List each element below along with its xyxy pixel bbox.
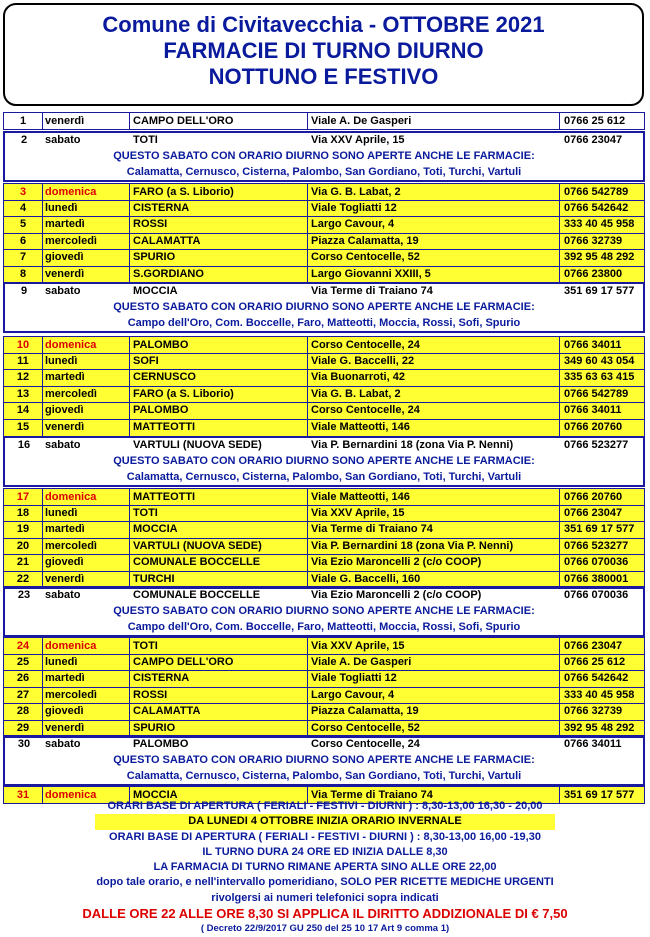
weekday: venerdì [42, 267, 129, 283]
day-number: 15 [16, 420, 30, 433]
weekday: lunedì [42, 506, 129, 522]
page-title: Comune di Civitavecchia - OTTOBRE 2021 [102, 12, 545, 37]
sunday-row [4, 337, 644, 353]
pharmacy-phone: 0766 070036 [559, 555, 644, 571]
pharmacy-address: Viale Togliatti 12 [307, 201, 559, 217]
table-row [4, 386, 644, 403]
orario-invernale-banner: DA LUNEDI 4 OTTOBRE INIZIA ORARIO INVERNALE [95, 814, 555, 829]
pharmacy-phone: 0766 20760 [559, 489, 644, 505]
weekday: domenica [42, 184, 129, 200]
weekday: martedì [42, 671, 129, 687]
pharmacy-name: FARO (a S. Liborio) [129, 184, 307, 200]
weekday: mercoledì [42, 539, 129, 555]
day-number: 20 [16, 539, 30, 552]
weekday: mercoledì [42, 688, 129, 704]
table-row [4, 402, 644, 419]
table-row [4, 687, 644, 704]
table-row [4, 505, 644, 522]
pharmacy-address: Corso Centocelle, 24 [307, 337, 559, 353]
pharmacy-address: Via Buonarroti, 42 [307, 370, 559, 386]
pharmacy-address: Viale G. Baccelli, 160 [307, 572, 559, 588]
weekday: lunedì [42, 655, 129, 671]
orari-estivi: ORARI BASE DI APERTURA ( FERIALI - FESTIVI - DIURNI ) : 8,30-13,00 16,30 - 20,00 [107, 800, 543, 812]
pharmacy-phone: 392 95 48 292 [559, 250, 644, 266]
weekday: giovedì [42, 403, 129, 419]
pharmacy-name: VARTULI (NUOVA SEDE) [133, 439, 262, 451]
pharmacy-phone: 0766 23047 [559, 506, 644, 522]
pharmacy-address: Viale A. De Gasperi [307, 655, 559, 671]
sabato-notice: QUESTO SABATO CON ORARIO DIURNO SONO APERTE ANCHE LE FARMACIE: [113, 150, 535, 162]
day-number: 11 [17, 354, 29, 367]
weekday: venerdì [42, 572, 129, 588]
pharmacy-phone: 0766 542642 [559, 201, 644, 217]
saturday-block [3, 282, 645, 333]
pharmacy-name: MOCCIA [129, 787, 307, 803]
pharmacy-phone: 333 40 45 958 [559, 217, 644, 233]
pharmacy-name: ROSSI [129, 688, 307, 704]
day-number: 18 [16, 506, 30, 519]
pharmacy-phone: 0766 32739 [559, 234, 644, 250]
pharmacy-name: VARTULI (NUOVA SEDE) [129, 539, 307, 555]
pharmacy-name: TOTI [129, 638, 307, 654]
urgenze-info: dopo tale orario, e nell'intervallo pomeridiano, SOLO PER RICETTE MEDICHE URGENTI [96, 876, 554, 889]
weekday: sabato [45, 285, 81, 297]
pharmacy-address: Viale A. De Gasperi [307, 113, 559, 129]
pharmacy-name: PALOMBO [129, 403, 307, 419]
also-open-list: Calamatta, Cernusco, Cisterna, Palombo, San Gordiano, Toti, Turchi, Vartuli [126, 165, 522, 178]
day-number: 14 [16, 404, 30, 417]
day-number: 25 [16, 655, 30, 668]
table-row [4, 353, 644, 370]
sabato-notice: QUESTO SABATO CON ORARIO DIURNO SONO APERTE ANCHE LE FARMACIE: [113, 605, 535, 617]
pharmacy-name: CISTERNA [129, 671, 307, 687]
saturday-row [5, 737, 643, 753]
diritto-addizionale: DALLE ORE 22 ALLE ORE 8,30 SI APPLICA IL DIRITTO ADDIZIONALE DI € 7,50 [82, 906, 568, 922]
day-number: 23 [17, 589, 31, 601]
saturday-block [3, 436, 645, 487]
table-row [4, 233, 644, 250]
day-number: 21 [16, 556, 30, 569]
pharmacy-address: Via Ezio Maroncelli 2 (c/o COOP) [307, 555, 559, 571]
pharmacy-phone: 351 69 17 577 [559, 787, 644, 803]
weekday: lunedì [42, 354, 129, 370]
pharmacy-name: MOCCIA [129, 522, 307, 538]
weekday: sabato [45, 738, 81, 750]
pharmacy-address: Corso Centocelle, 52 [307, 721, 559, 737]
table-row [4, 200, 644, 217]
table-row [4, 369, 644, 386]
table-row [4, 521, 644, 538]
pharmacy-address: Via P. Bernardini 18 (zona Via P. Nenni) [307, 539, 559, 555]
pharmacy-phone: 335 63 63 415 [559, 370, 644, 386]
pharmacy-phone: 0766 542642 [559, 671, 644, 687]
day-number: 29 [16, 721, 30, 734]
saturday-row [5, 133, 643, 149]
weekday: sabato [45, 589, 81, 601]
rivolgersi-info: rivolgersi ai numeri telefonici sopra indicati [211, 891, 439, 904]
day-number: 19 [16, 523, 30, 536]
schedule-block [3, 336, 645, 437]
pharmacy-address: Largo Cavour, 4 [307, 217, 559, 233]
pharmacy-address: Via XXV Aprile, 15 [307, 638, 559, 654]
day-number: 26 [16, 672, 30, 685]
day-number: 30 [17, 738, 31, 750]
pharmacy-phone: 0766 542789 [559, 387, 644, 403]
pharmacy-name: SPURIO [129, 721, 307, 737]
pharmacy-address: Via P. Bernardini 18 (zona Via P. Nenni) [311, 439, 514, 451]
day-number: 7 [19, 251, 27, 264]
pharmacy-phone: 0766 32739 [559, 704, 644, 720]
pharmacy-phone: 0766 523277 [564, 439, 629, 451]
day-number: 5 [19, 218, 27, 231]
table-row [4, 216, 644, 233]
pharmacy-phone: 0766 20760 [559, 420, 644, 436]
pharmacy-address: Largo Cavour, 4 [307, 688, 559, 704]
pharmacy-name: PALOMBO [129, 337, 307, 353]
pharmacy-address: Via G. B. Labat, 2 [307, 184, 559, 200]
weekday: martedì [42, 370, 129, 386]
pharmacy-phone: 0766 23047 [564, 134, 623, 146]
schedule-block [3, 637, 645, 738]
pharmacy-address: Viale G. Baccelli, 22 [307, 354, 559, 370]
pharmacy-name: SPURIO [129, 250, 307, 266]
day-number: 24 [16, 640, 30, 652]
pharmacy-address: Via G. B. Labat, 2 [307, 387, 559, 403]
day-number: 6 [19, 234, 27, 247]
pharmacy-name: MATTEOTTI [129, 420, 307, 436]
table-row [4, 249, 644, 266]
pharmacy-name: MATTEOTTI [129, 489, 307, 505]
pharmacy-phone: 333 40 45 958 [559, 688, 644, 704]
schedule-block [3, 112, 645, 130]
table-row [4, 266, 644, 283]
day-number: 16 [17, 439, 31, 451]
saturday-row [5, 284, 643, 300]
weekday: giovedì [42, 555, 129, 571]
sabato-notice: QUESTO SABATO CON ORARIO DIURNO SONO APERTE ANCHE LE FARMACIE: [113, 301, 535, 313]
pharmacy-phone: 0766 34011 [559, 403, 644, 419]
pharmacy-name: FARO (a S. Liborio) [129, 387, 307, 403]
pharmacy-name: SOFI [129, 354, 307, 370]
table-row [4, 554, 644, 571]
weekday: venerdì [42, 113, 129, 129]
pharmacy-name: MOCCIA [133, 285, 178, 297]
pharmacy-name: COMUNALE BOCCELLE [129, 555, 307, 571]
day-number: 2 [20, 134, 28, 146]
page-subtitle-diurno: FARMACIE DI TURNO DIURNO [163, 38, 484, 63]
day-number: 1 [19, 115, 27, 127]
pharmacy-name: ROSSI [129, 217, 307, 233]
sunday-row [4, 489, 644, 505]
pharmacy-address: Via Terme di Traiano 74 [307, 787, 559, 803]
turno-info: IL TURNO DURA 24 ORE ED INIZIA DALLE 8,30 [202, 845, 448, 858]
weekday: mercoledì [42, 234, 129, 250]
saturday-block [3, 586, 645, 637]
orari-invernali: ORARI BASE DI APERTURA ( FERIALI - FESTIVI - DIURNI ) : 8,30-13,00 16,00 -19,30 [109, 830, 541, 843]
day-number: 3 [19, 186, 27, 198]
pharmacy-name: S.GORDIANO [129, 267, 307, 283]
weekday: domenica [42, 787, 129, 803]
weekday: mercoledì [42, 387, 129, 403]
weekday: martedì [42, 522, 129, 538]
saturday-row [5, 588, 643, 604]
page-title-box [3, 3, 644, 106]
table-row [4, 113, 644, 129]
day-number: 28 [16, 705, 30, 718]
weekday: sabato [45, 134, 81, 146]
pharmacy-address: Corso Centocelle, 52 [307, 250, 559, 266]
pharmacy-phone: 392 95 48 292 [559, 721, 644, 737]
pharmacy-address: Viale Matteotti, 146 [307, 420, 559, 436]
weekday: domenica [42, 638, 129, 654]
pharmacy-address: Via XXV Aprile, 15 [307, 506, 559, 522]
pharmacy-phone: 0766 23800 [559, 267, 644, 283]
table-row [4, 654, 644, 671]
weekday: giovedì [42, 250, 129, 266]
weekday: giovedì [42, 704, 129, 720]
also-open-list: Campo dell'Oro, Com. Boccelle, Faro, Matteotti, Moccia, Rossi, Sofi, Spurio [127, 316, 521, 329]
sabato-notice: QUESTO SABATO CON ORARIO DIURNO SONO APERTE ANCHE LE FARMACIE: [113, 455, 535, 467]
pharmacy-name: CALAMATTA [129, 704, 307, 720]
pharmacy-phone: 351 69 17 577 [559, 522, 644, 538]
also-open-list: Calamatta, Cernusco, Cisterna, Palombo, San Gordiano, Toti, Turchi, Vartuli [126, 470, 522, 483]
pharmacy-address: Via Terme di Traiano 74 [307, 522, 559, 538]
weekday: lunedì [42, 201, 129, 217]
also-open-list: Campo dell'Oro, Com. Boccelle, Faro, Matteotti, Moccia, Rossi, Sofi, Spurio [127, 620, 521, 633]
pharmacy-phone: 0766 34011 [559, 337, 644, 353]
day-number: 8 [19, 267, 27, 280]
weekday: sabato [45, 439, 81, 451]
also-open-list: Calamatta, Cernusco, Cisterna, Palombo, San Gordiano, Toti, Turchi, Vartuli [126, 769, 522, 782]
saturday-block [3, 131, 645, 182]
weekday: venerdì [42, 721, 129, 737]
pharmacy-address: Corso Centocelle, 24 [311, 738, 420, 750]
day-number: 27 [16, 688, 30, 701]
pharmacy-address: Viale Togliatti 12 [307, 671, 559, 687]
page-subtitle-notturno: NOTTUNO E FESTIVO [208, 64, 439, 89]
day-number: 17 [16, 491, 30, 503]
table-row [4, 703, 644, 720]
day-number: 4 [19, 201, 27, 214]
pharmacy-name: CAMPO DELL'ORO [129, 113, 307, 129]
day-number: 31 [16, 789, 30, 801]
pharmacy-address: Via Ezio Maroncelli 2 (c/o COOP) [311, 589, 482, 601]
pharmacy-name: COMUNALE BOCCELLE [133, 589, 261, 601]
pharmacy-address: Piazza Calamatta, 19 [307, 234, 559, 250]
day-number: 13 [16, 387, 30, 400]
apertura-info: LA FARMACIA DI TURNO RIMANE APERTA SINO ALLE ORE 22,00 [153, 861, 497, 874]
pharmacy-name: TOTI [133, 134, 158, 146]
weekday: domenica [42, 337, 129, 353]
pharmacy-address: Largo Giovanni XXIII, 5 [307, 267, 559, 283]
day-number: 10 [16, 339, 30, 351]
pharmacy-address: Corso Centocelle, 24 [307, 403, 559, 419]
pharmacy-phone: 0766 070036 [564, 589, 629, 601]
saturday-row [5, 438, 643, 454]
sunday-row [4, 638, 644, 654]
pharmacy-name: CALAMATTA [129, 234, 307, 250]
day-number: 9 [20, 285, 28, 297]
saturday-block [3, 735, 645, 786]
weekday: martedì [42, 217, 129, 233]
pharmacy-phone: 351 69 17 577 [564, 285, 635, 297]
table-row [4, 670, 644, 687]
pharmacy-name: TURCHI [129, 572, 307, 588]
pharmacy-phone: 0766 523277 [559, 539, 644, 555]
decreto-reference: ( Decreto 22/9/2017 GU 250 del 25 10 17 Art 9 comma 1) [200, 923, 450, 935]
pharmacy-address: Via Terme di Traiano 74 [311, 285, 433, 297]
day-number: 22 [16, 572, 30, 585]
pharmacy-name: PALOMBO [133, 738, 189, 750]
pharmacy-phone: 0766 380001 [559, 572, 644, 588]
pharmacy-phone: 0766 25 612 [559, 655, 644, 671]
pharmacy-phone: 0766 23047 [559, 638, 644, 654]
pharmacy-address: Piazza Calamatta, 19 [307, 704, 559, 720]
sunday-row [4, 184, 644, 200]
day-number: 12 [16, 371, 30, 384]
pharmacy-name: CAMPO DELL'ORO [129, 655, 307, 671]
weekday: domenica [42, 489, 129, 505]
table-row [4, 538, 644, 555]
footer-notes [0, 799, 650, 937]
pharmacy-name: TOTI [129, 506, 307, 522]
pharmacy-name: CISTERNA [129, 201, 307, 217]
pharmacy-phone: 349 60 43 054 [559, 354, 644, 370]
table-row [4, 419, 644, 436]
pharmacy-phone: 0766 34011 [564, 738, 622, 750]
schedule-block [3, 183, 645, 284]
pharmacy-name: CERNUSCO [129, 370, 307, 386]
weekday: venerdì [42, 420, 129, 436]
pharmacy-address: Viale Matteotti, 146 [307, 489, 559, 505]
pharmacy-address: Via XXV Aprile, 15 [311, 134, 405, 146]
pharmacy-phone: 0766 542789 [559, 184, 644, 200]
pharmacy-phone: 0766 25 612 [559, 113, 644, 129]
schedule-block [3, 488, 645, 589]
sabato-notice: QUESTO SABATO CON ORARIO DIURNO SONO APERTE ANCHE LE FARMACIE: [113, 754, 535, 766]
